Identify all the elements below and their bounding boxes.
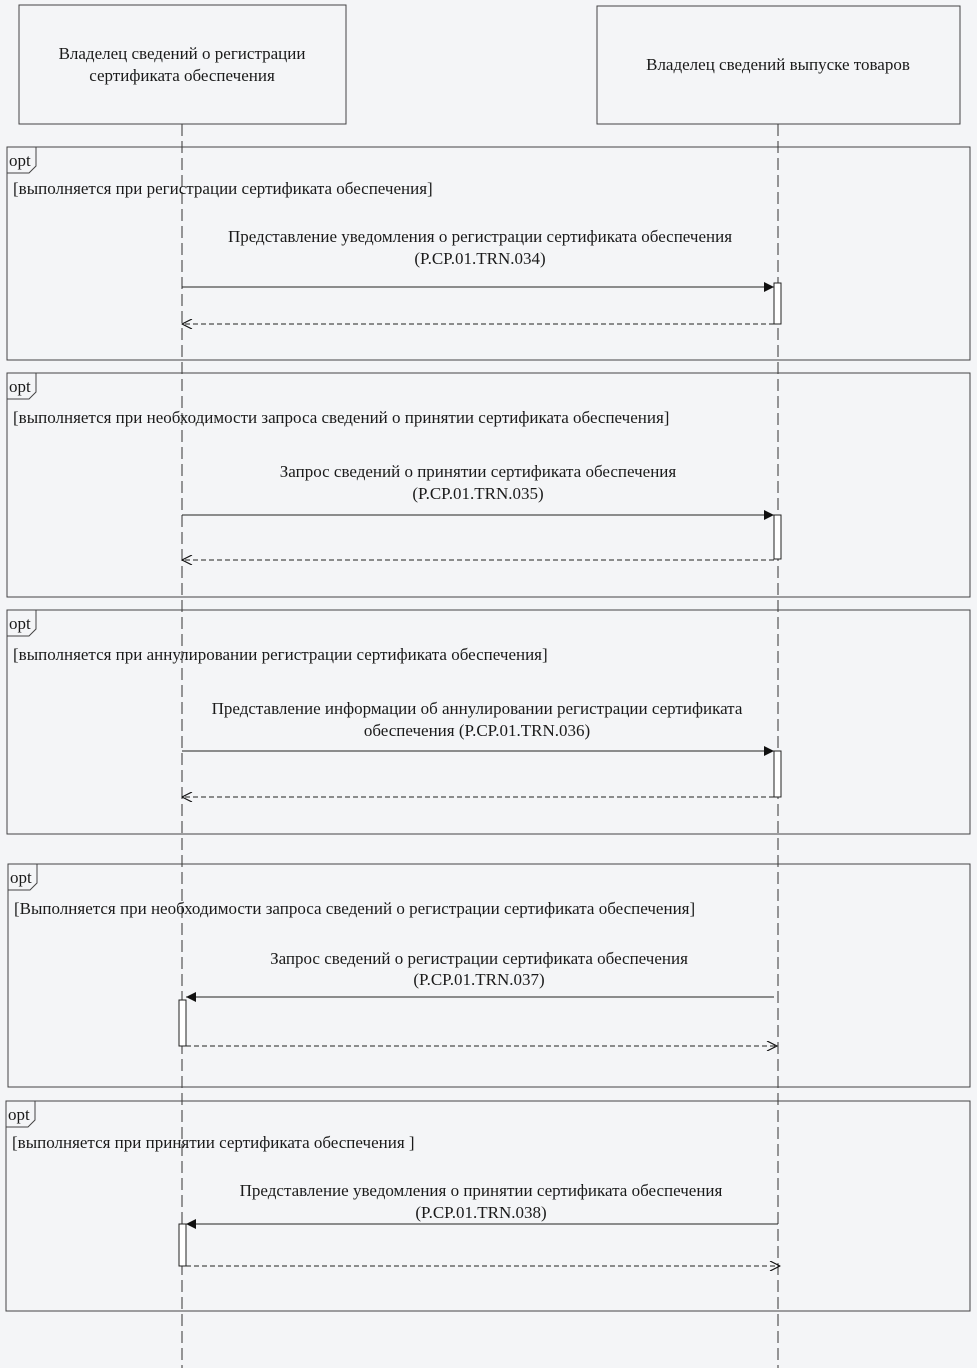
activation-bar (179, 1000, 186, 1046)
message-label-line2: (P.CP.01.TRN.034) (414, 249, 546, 268)
activation-bar (774, 515, 781, 559)
opt-fragment-3 (7, 610, 970, 834)
message-label-line2: (P.CP.01.TRN.035) (412, 484, 544, 503)
participant-label-line1: Владелец сведений о регистрации (58, 44, 306, 63)
participant-label-line2: сертификата обеспечения (89, 66, 275, 85)
message-label-line1: Запрос сведений о принятии сертификата обеспечения (279, 462, 677, 481)
fragment-operator: opt (9, 377, 31, 396)
opt-fragment-1 (7, 147, 970, 360)
opt-fragment-5 (6, 1101, 970, 1311)
message-label-line2: (P.CP.01.TRN.037) (413, 970, 545, 989)
message-label-line1: Запрос сведений о регистрации сертификата обеспечения (270, 949, 688, 968)
fragment-guard: [выполняется при необходимости запроса сведений о принятии сертификата обеспечения] (13, 408, 670, 427)
fragment-operator: opt (8, 1105, 30, 1124)
message-label-line1: Представление информации об аннулировании регистрации сертификата (211, 699, 743, 718)
message-label-line2: (P.CP.01.TRN.038) (415, 1203, 547, 1222)
activation-bar (774, 751, 781, 797)
activation-bar (179, 1224, 186, 1266)
fragment-operator: opt (10, 868, 32, 887)
fragment-operator: opt (9, 151, 31, 170)
fragment-guard: [выполняется при регистрации сертификата обеспечения] (13, 179, 433, 198)
activation-bar (774, 283, 781, 324)
fragment-guard: [выполняется при аннулировании регистрации сертификата обеспечения] (13, 645, 548, 664)
participant-label: Владелец сведений выпуске товаров (646, 55, 910, 74)
opt-fragment-2 (7, 373, 970, 597)
message-label-line2: обеспечения (P.CP.01.TRN.036) (363, 721, 591, 740)
message-label-line1: Представление уведомления о принятии сертификата обеспечения (239, 1181, 723, 1200)
participant-owner-registration[interactable] (19, 5, 346, 124)
opt-fragment-4 (8, 864, 970, 1087)
participant-owner-release[interactable] (597, 6, 960, 124)
fragment-guard: [Выполняется при необходимости запроса сведений о регистрации сертификата обеспечения] (14, 899, 696, 918)
fragment-guard: [выполняется при принятии сертификата обеспечения ] (12, 1133, 415, 1152)
message-label-line1: Представление уведомления о регистрации сертификата обеспечения (227, 227, 733, 246)
fragment-operator: opt (9, 614, 31, 633)
